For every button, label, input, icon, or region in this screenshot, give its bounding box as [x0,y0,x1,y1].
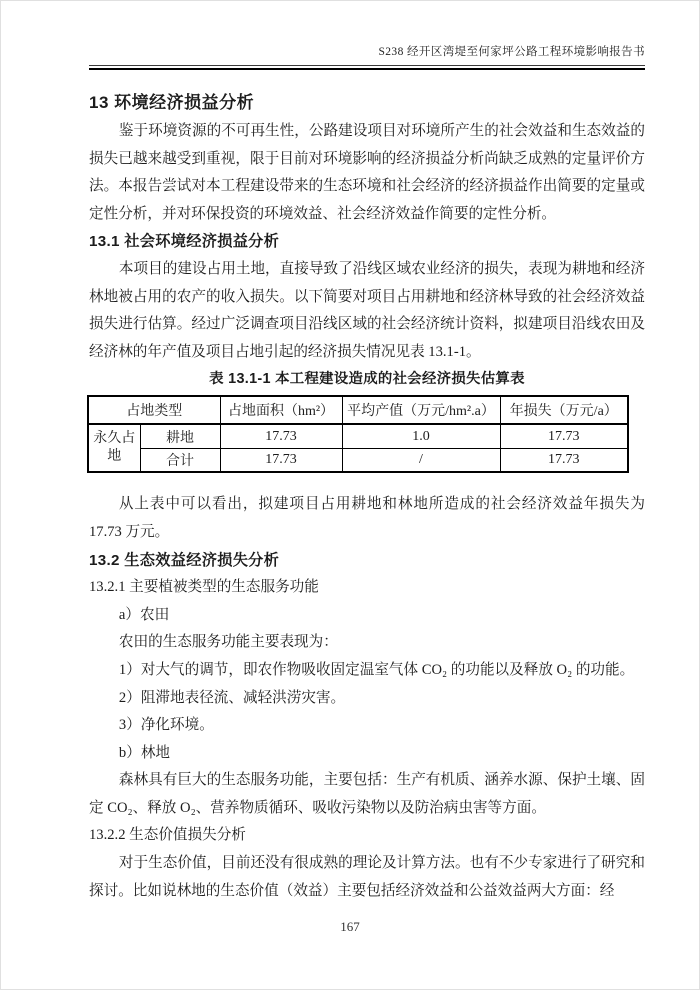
section-heading-13-1: 13.1 社会环境经济损益分析 [89,233,280,251]
row-group-permanent-occupation: 永久占地 [88,424,140,472]
page-content [89,45,645,905]
paragraph-social-economy: 本项目的建设占用土地，直接导致了沿线区域农业经济的损失，表现为耕地和经济林地被占用的农产的收入损失。以下简要对项目占用耕地和经济林导致的社会经济效益损失进行估算。经过广泛调查项目沿线区域的社会经济统计资料，拟建项目沿线农田及经济林的年产值及项目占地引起的经济损失情况见表 13.1-1。 [89,260,645,360]
subsection-heading-13-2-2: 13.2.2 生态价值损失分析 [89,827,246,844]
numbered-item-1: 1）对大气的调节，即农作物吸收固定温室气体 CO₂ 的功能以及释放 O₂ 的功能。 [118,661,635,678]
col-header-land-type: 占地类型 [88,396,220,424]
paragraph-forest-functions: 森林具有巨大的生态服务功能，主要包括：生产有机质、涵养水源、保护土壤、固定 CO₂、释放 O₂、营养物质循环、吸收污染物以及防治病虫害等方面。 [89,772,645,816]
table-header-row [88,396,628,424]
numbered-item-2: 2）阻滞地表径流、减轻洪涝灾害。 [118,689,346,706]
section-heading-13-2: 13.2 生态效益经济损失分析 [89,551,280,569]
col-header-avg-value: 平均产值（万元/hm².a） [342,396,500,424]
cell-avg-value: / [342,448,500,472]
table-caption: 表 13.1-1 本工程建设造成的社会经济损失估算表 [209,371,525,388]
page-number: 167 [340,919,360,934]
col-header-area: 占地面积（hm²） [220,396,342,424]
chapter-heading: 13 环境经济损益分析 [89,93,255,112]
cell-annual-loss: 17.73 [500,448,628,472]
cell-area: 17.73 [220,448,342,472]
cell-type: 合计 [140,448,220,472]
list-item-a-farmland: a）农田 [118,606,170,623]
header-divider-rule [89,65,645,70]
spacer [89,473,645,491]
paragraph-eco-value: 对于生态价值，目前还没有很成熟的理论及计算方法。也有不少专家进行了研究和探讨。比如说林地的生态价值（效益）主要包括经济效益和公益效益两大方面：经 [89,855,645,899]
running-header: S238 经开区湾堤至何家坪公路工程环境影响报告书 [378,46,645,58]
cell-avg-value: 1.0 [342,424,500,448]
cell-area: 17.73 [220,424,342,448]
social-economic-loss-table [87,395,629,473]
cell-type: 耕地 [140,424,220,448]
table-row [88,424,628,448]
subsection-heading-13-2-1: 13.2.1 主要植被类型的生态服务功能 [89,579,319,596]
cell-annual-loss: 17.73 [500,424,628,448]
list-item-b-forest: b）林地 [118,744,171,761]
col-header-annual-loss: 年损失（万元/a） [500,396,628,424]
paragraph-table-conclusion: 从上表中可以看出，拟建项目占用耕地和林地所造成的社会经济效益年损失为 17.73 万元。 [89,496,645,540]
numbered-item-3: 3）净化环境。 [118,717,214,734]
table-row [88,448,628,472]
paragraph-intro: 鉴于环境资源的不可再生性，公路建设项目对环境所产生的社会效益和生态效益的损失已越来越受到重视，限于目前对环境影响的经济损益分析尚缺乏成熟的定量评价方法。本报告尝试对本工程建设带来的生态环境和社会经济的经济损益作出简要的定量或定性分析，并对环保投资的环境效益、社会经济效益作简要的定性分析。 [89,123,645,222]
paragraph-farmland-functions: 农田的生态服务功能主要表现为： [118,634,338,651]
